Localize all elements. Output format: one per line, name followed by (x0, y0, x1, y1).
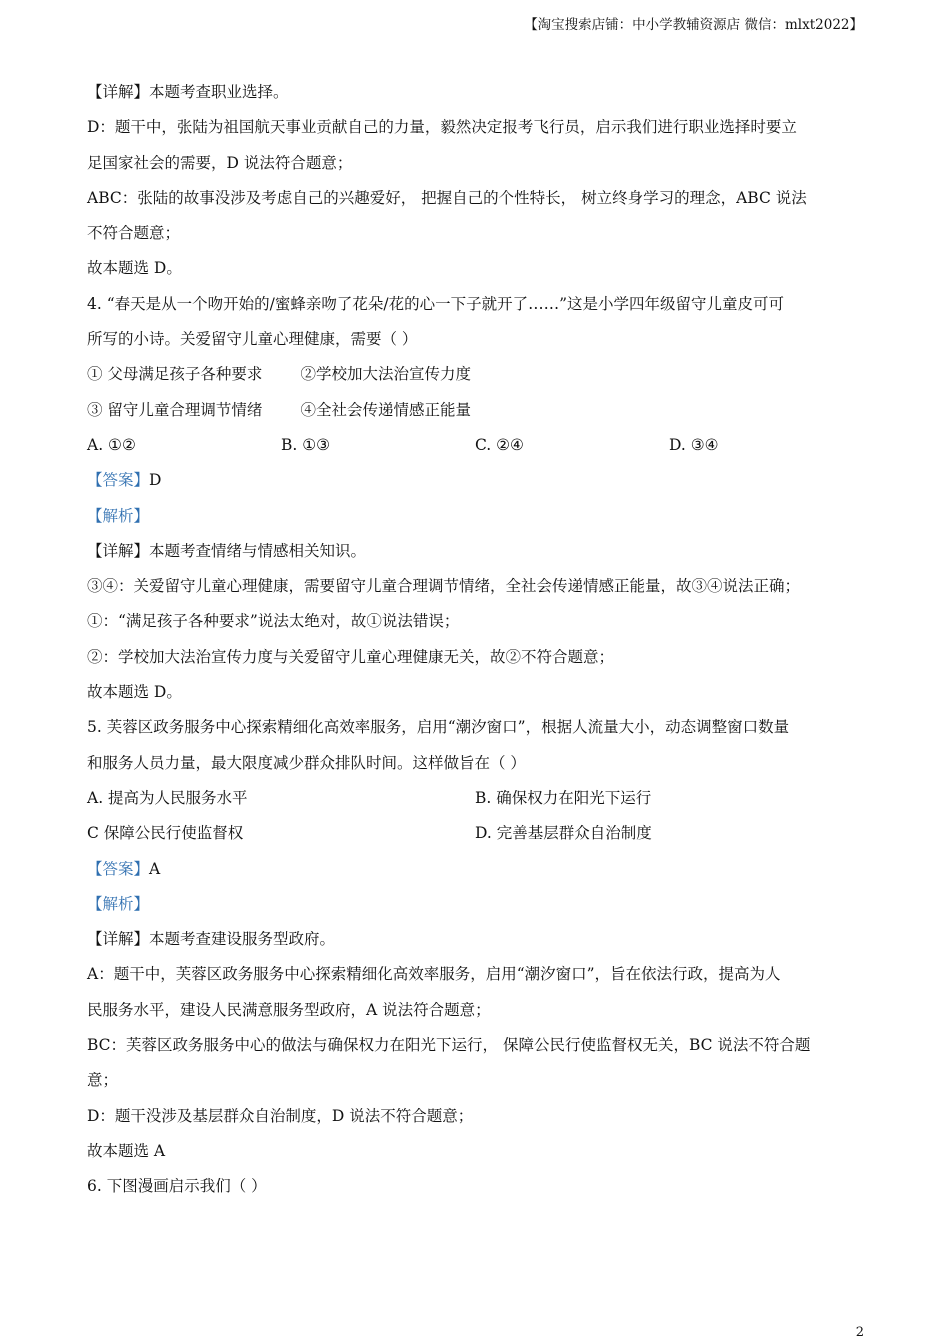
q3-conclusion: 故本题选 D。 (87, 259, 182, 278)
q4-explanation-2: ①：“满足孩子各种要求”说法太绝对，故①说法错误； (87, 612, 460, 631)
q5-conclusion: 故本题选 A (87, 1141, 166, 1160)
q4-option-a: A. ①② (87, 435, 136, 454)
q6-stem: 6. 下图漫画启示我们（ ） (87, 1177, 267, 1196)
document-body (87, 78, 867, 1208)
q4-option-c: C. ②④ (475, 435, 524, 454)
q5-analysis-label: 【解析】 (87, 894, 150, 913)
q5-explanation-a-line2: 民服务水平，建设人民满意服务型政府，A 说法符合题意； (87, 1000, 491, 1019)
q4-conclusion: 故本题选 D。 (87, 683, 182, 702)
q4-option-d: D. ③④ (669, 435, 719, 454)
q5-stem-line1: 5. 芙蓉区政务服务中心探索精细化高效率服务，启用“潮汐窗口”，根据人流量大小，动态调整窗口数量 (87, 718, 790, 737)
q4-items-row2 (87, 396, 867, 431)
q4-items-row1 (87, 360, 867, 395)
q5-explanation-a-line1: A：题干中，芙蓉区政务服务中心探索精细化高效率服务，启用“潮汐窗口”，旨在依法行政，提高为人 (87, 965, 781, 984)
q5-answer (87, 855, 867, 890)
q5-option-d: D. 完善基层群众自治制度 (475, 824, 652, 843)
q3-explanation-abc-line2: 不符合题意； (87, 224, 181, 243)
q5-option-a: A. 提高为人民服务水平 (87, 788, 248, 807)
q5-stem-line2: 和服务人员力量，最大限度减少群众排队时间。这样做旨在（ ） (87, 753, 526, 772)
q4-answer-value: D (149, 471, 162, 490)
q5-option-c: C 保障公民行使监督权 (87, 824, 244, 843)
q4-item-2: ②学校加大法治宣传力度 (300, 365, 471, 384)
q5-explanation-bc-line1: BC：芙蓉区政务服务中心的做法与确保权力在阳光下运行， 保障公民行使监督权无关，BC 说法不符合题 (87, 1036, 811, 1055)
q4-stem-line2: 所写的小诗。关爱留守儿童心理健康，需要（ ） (87, 330, 418, 349)
q5-explanation-bc-line2: 意； (87, 1071, 119, 1090)
q3-detail: 【详解】本题考查职业选择。 (87, 83, 289, 101)
q5-explanation-d: D：题干没涉及基层群众自治制度，D 说法不符合题意； (87, 1106, 474, 1125)
q5-option-b: B. 确保权力在阳光下运行 (475, 788, 652, 807)
q4-analysis-label: 【解析】 (87, 506, 150, 525)
q5-options-row2 (87, 819, 867, 854)
page-number: 2 (855, 1325, 864, 1340)
q4-option-b: B. ①③ (281, 435, 331, 454)
q5-detail: 【详解】本题考查建设服务型政府。 (87, 930, 336, 949)
q4-explanation-3: ②：学校加大法治宣传力度与关爱留守儿童心理健康无关，故②不符合题意； (87, 647, 615, 666)
q4-explanation-1: ③④：关爱留守儿童心理健康，需要留守儿童合理调节情绪，全社会传递情感正能量，故③④说法正确； (87, 577, 801, 596)
q4-options (87, 431, 867, 466)
page-header: 【淘宝搜索店铺：中小学教辅资源店 微信：mlxt2022】 (524, 17, 863, 33)
q4-item-4: ④全社会传递情感正能量 (300, 400, 471, 419)
q4-stem-line1: 4. “春天是从一个吻开始的/蜜蜂亲吻了花朵/花的心一下子就开了……”这是小学四年级留守儿童皮可可 (87, 294, 785, 313)
q4-detail: 【详解】本题考查情绪与情感相关知识。 (87, 541, 367, 560)
q4-item-1: ① 父母满足孩子各种要求 (87, 365, 263, 384)
q5-answer-label: 【答案】 (87, 859, 150, 878)
q5-options-row1 (87, 784, 867, 819)
q3-explanation-d-line1: D：题干中，张陆为祖国航天事业贡献自己的力量，毅然决定报考飞行员，启示我们进行职业选择时要立 (87, 118, 797, 137)
q4-answer-label: 【答案】 (87, 471, 150, 490)
q4-item-3: ③ 留守儿童合理调节情绪 (87, 400, 263, 419)
q5-answer-value: A (149, 859, 161, 878)
q3-explanation-abc-line1: ABC：张陆的故事没涉及考虑自己的兴趣爱好， 把握自己的个性特长， 树立终身学习的理念，ABC 说法 (87, 188, 807, 207)
q3-explanation-d-line2: 足国家社会的需要，D 说法符合题意； (87, 153, 353, 172)
q4-answer (87, 466, 867, 501)
